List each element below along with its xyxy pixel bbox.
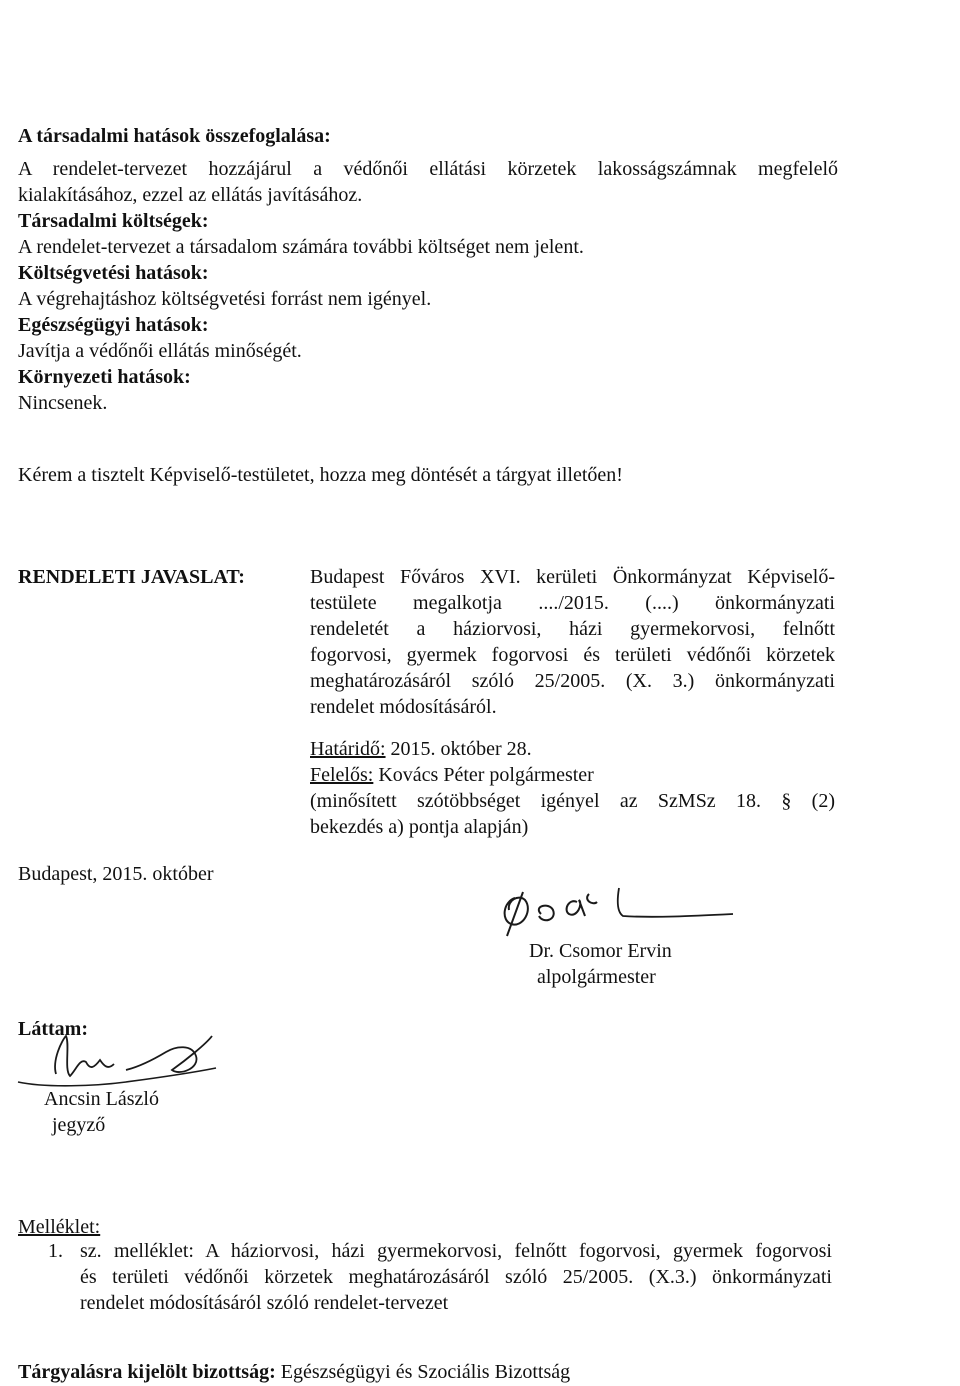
committee-line [18, 1359, 570, 1385]
deputy-mayor-name: Dr. Csomor Ervin [529, 940, 672, 962]
notary-title: jegyző [52, 1114, 106, 1136]
proposal-line: meghatározásáról szóló 25/2005. (X. 3.) önkormányzati [310, 670, 835, 692]
environment-impact-text: Nincsenek. [18, 392, 108, 414]
proposal-line: fogorvosi, gyermek fogorvosi és területi védőnői körzetek [310, 644, 835, 666]
attachment-item [80, 1238, 832, 1316]
majority-note-line1: (minősített szótöbbséget igényel az SzMSz 18. § (2) [310, 790, 835, 812]
environment-impact-heading: Környezeti hatások: [18, 366, 191, 388]
social-cost-heading: Társadalmi költségek: [18, 210, 209, 232]
deputy-mayor-signature [493, 880, 743, 940]
attachment-item-line3: rendelet módosításáról szóló rendelet-tervezet [80, 1292, 449, 1314]
majority-note-line2: bekezdés a) pontja alapján) [310, 816, 529, 838]
social-impact-text-line1: A rendelet-tervezet hozzájárul a védőnői ellátási körzetek lakosságszámnak megfelelő [18, 158, 838, 180]
place-date: Budapest, 2015. október [18, 863, 214, 885]
responsible-line [310, 762, 835, 788]
social-impact-heading: A társadalmi hatások összefoglalása: [18, 125, 331, 147]
deputy-mayor-title: alpolgármester [537, 966, 656, 988]
health-impact-heading: Egészségügyi hatások: [18, 314, 209, 336]
responsible-label: Felelős: [310, 764, 374, 786]
notary-name: Ancsin László [44, 1088, 159, 1110]
proposal-label: RENDELETI JAVASLAT: [18, 566, 245, 588]
proposal-line: rendelet módosításáról. [310, 696, 497, 718]
social-cost-text: A rendelet-tervezet a társadalom számára további költséget nem jelent. [18, 236, 584, 258]
proposal-line: Budapest Főváros XVI. kerületi Önkormányzat Képviselő- [310, 566, 835, 588]
attachment-item-number: 1. [48, 1240, 63, 1262]
proposal-line: testülete megalkotja ..../2015. (....) önkormányzati [310, 592, 835, 614]
deadline-label: Határidő: [310, 738, 386, 760]
deadline-line [310, 736, 835, 762]
committee-value: Egészségügyi és Szociális Bizottság [275, 1361, 571, 1383]
social-impact-text-line2: kialakításához, ezzel az ellátás javításához. [18, 184, 363, 206]
committee-label: Tárgyalásra kijelölt bizottság: [18, 1361, 276, 1383]
budget-impact-heading: Költségvetési hatások: [18, 262, 209, 284]
seen-label: Láttam: [18, 1018, 88, 1040]
responsible-value: Kovács Péter polgármester [373, 764, 594, 786]
health-impact-text: Javítja a védőnői ellátás minőségét. [18, 340, 302, 362]
attachment-item-line2: és területi védőnői körzetek meghatározásáról szóló 25/2005. (X.3.) önkormányzati [80, 1266, 832, 1288]
proposal-details [310, 736, 835, 840]
decision-request: Kérem a tisztelt Képviselő-testületet, hozza meg döntését a tárgyat illetően! [18, 464, 623, 486]
attachment-item-line1: sz. melléklet: A háziorvosi, házi gyermekorvosi, felnőtt fogorvosi, gyermek fogorvosi [80, 1240, 832, 1262]
deadline-value: 2015. október 28. [385, 738, 532, 760]
attachment-label: Melléklet: [18, 1216, 101, 1238]
budget-impact-text: A végrehajtáshoz költségvetési forrást nem igényel. [18, 288, 432, 310]
proposal-line: rendeletét a háziorvosi, házi gyermekorvosi, felnőtt [310, 618, 835, 640]
proposal-body [310, 564, 835, 720]
